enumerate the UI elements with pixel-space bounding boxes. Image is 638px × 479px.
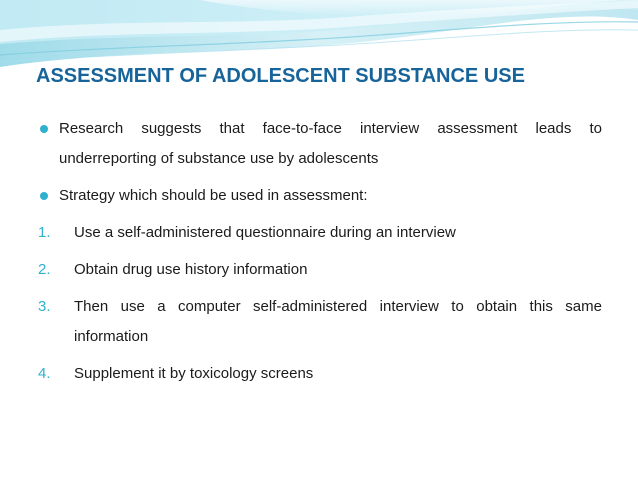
numbered-item	[38, 218, 602, 248]
item-text: Supplement it by toxicology screens	[74, 365, 314, 382]
numbered-item	[38, 359, 602, 389]
item-number: 1.	[38, 224, 51, 241]
item-text: Obtain drug use history information	[74, 261, 308, 278]
slide-title: ASSESSMENT OF ADOLESCENT SUBSTANCE USE	[36, 65, 525, 87]
bullet-dot-icon	[40, 125, 48, 133]
bullet-text: Research suggests that face-to-face interview assessment leads to underreporting of substance use by adolescents	[59, 120, 602, 167]
bullet-dot-icon	[40, 192, 48, 200]
slide-content	[38, 114, 602, 389]
numbered-item	[38, 255, 602, 285]
item-number: 4.	[38, 365, 51, 382]
item-text: Use a self-administered questionnaire during an interview	[74, 224, 456, 241]
item-number: 3.	[38, 298, 51, 315]
item-number: 2.	[38, 261, 51, 278]
bullet-text: Strategy which should be used in assessment:	[59, 187, 368, 204]
bullet-item	[38, 114, 602, 174]
item-text: Then use a computer self-administered interview to obtain this same information	[74, 298, 602, 345]
bullet-item	[38, 181, 602, 211]
numbered-item	[38, 292, 602, 352]
